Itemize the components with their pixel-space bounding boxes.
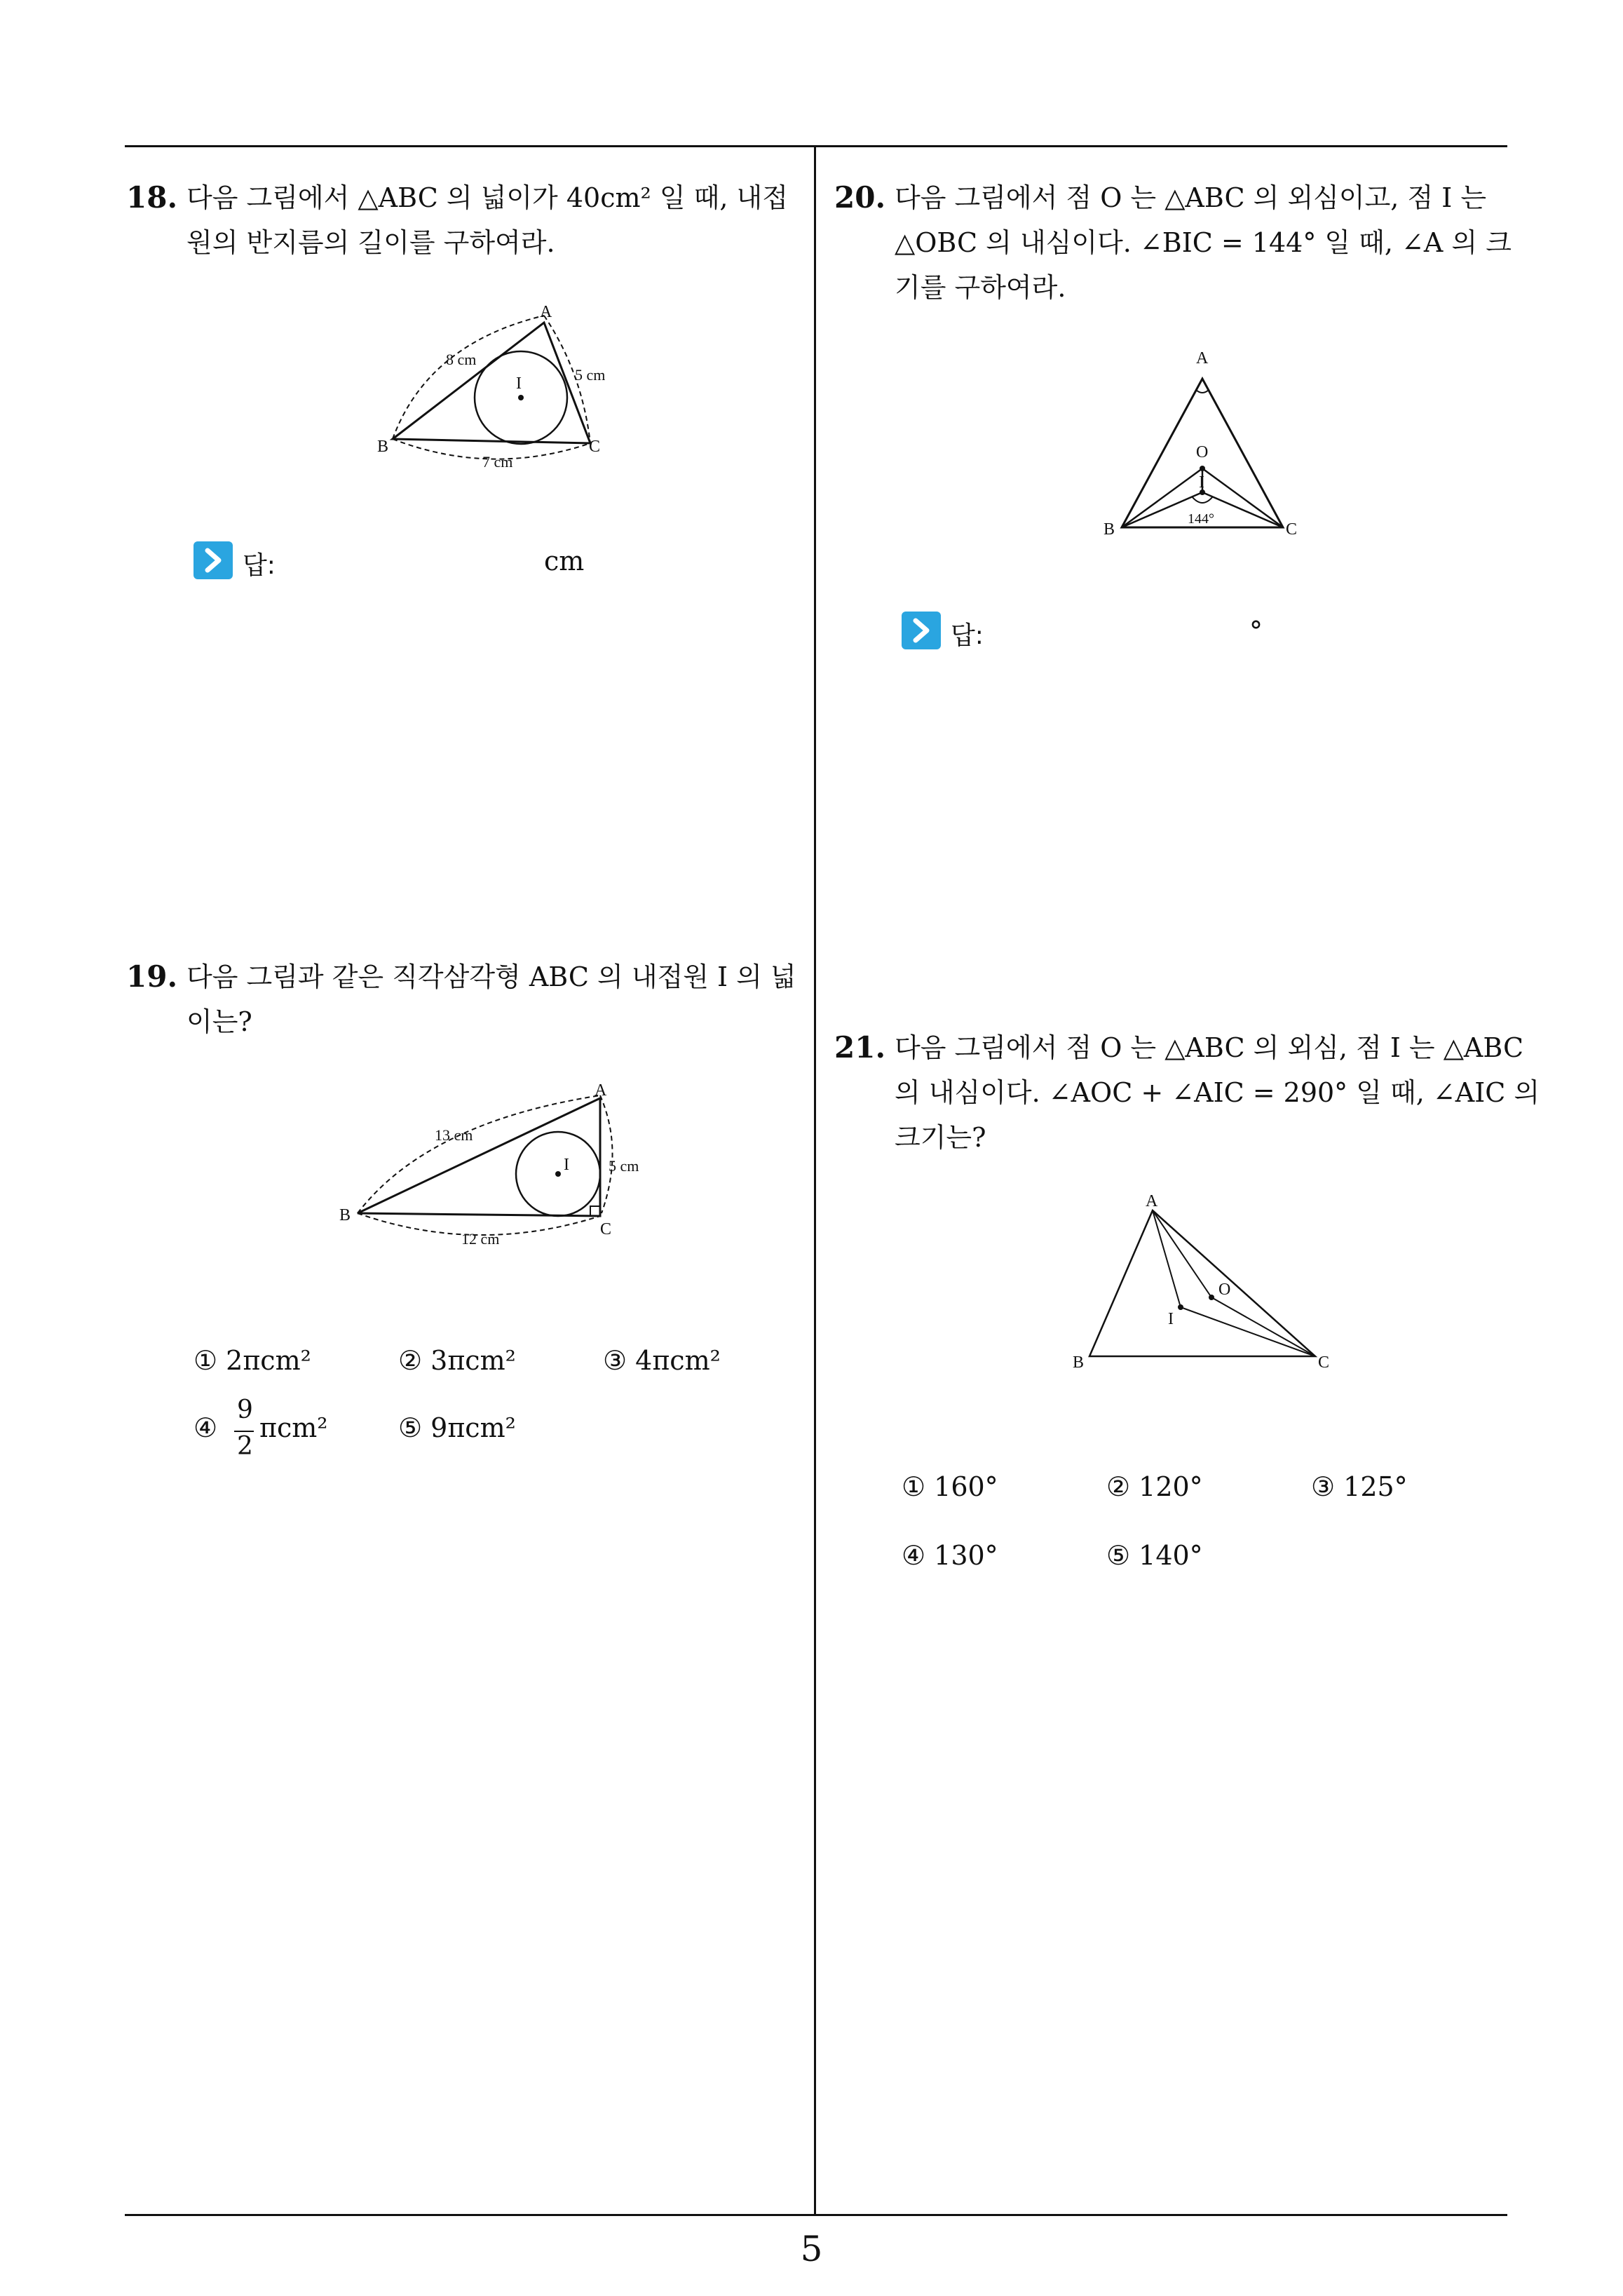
question-text-line-1: 다음 그림에서 △ABC 의 넓이가 40cm² 일 때, 내접 <box>186 182 788 213</box>
question-text-line-2: 원의 반지름의 길이를 구하여라. <box>186 227 555 258</box>
vertex-label-b: B <box>339 1206 351 1224</box>
choice-4-rest: πcm² <box>259 1412 328 1443</box>
figure-q19-right-triangle <box>337 1080 659 1255</box>
vertex-label-c: C <box>1318 1353 1330 1372</box>
point-label-o: O <box>1196 443 1209 461</box>
question-text-line-1: 다음 그림에서 점 O 는 △ABC 의 외심, 점 I 는 △ABC <box>895 1032 1524 1063</box>
choice-1[interactable]: ① 2πcm² <box>193 1345 311 1376</box>
question-number: 20. <box>834 180 886 215</box>
answer-q18 <box>193 541 614 581</box>
point-label-i: I <box>1199 473 1204 492</box>
choice-5[interactable]: ⑤ 9πcm² <box>398 1412 516 1443</box>
question-20 <box>834 175 1521 316</box>
choice-5[interactable]: ⑤ 140° <box>1106 1540 1203 1571</box>
side-label-bc: 12 cm <box>461 1230 500 1248</box>
vertex-label-b: B <box>1073 1353 1085 1372</box>
vertex-label-a: A <box>1196 349 1209 367</box>
question-19 <box>126 954 806 1053</box>
vertex-label-c: C <box>589 438 601 456</box>
side-label-ac: 5 cm <box>575 366 606 384</box>
question-21 <box>834 1025 1540 1166</box>
answer-q20 <box>902 612 1322 651</box>
choice-3[interactable]: ③ 125° <box>1311 1471 1408 1502</box>
question-text-line-1: 다음 그림에서 점 O 는 △ABC 의 외심이고, 점 I 는 <box>895 182 1487 213</box>
question-number: 18. <box>126 180 178 215</box>
figure-q21-triangle <box>1066 1192 1346 1382</box>
center-label-i: I <box>516 374 522 393</box>
vertex-label-b: B <box>377 438 389 456</box>
vertex-label-c: C <box>600 1220 612 1238</box>
figure-q20-triangle <box>1094 344 1318 547</box>
side-label-ab: 13 cm <box>435 1126 473 1144</box>
answer-arrow-icon <box>193 541 233 579</box>
question-number: 21. <box>834 1030 886 1065</box>
vertex-label-a: A <box>540 303 552 321</box>
answer-arrow-icon <box>902 612 941 649</box>
vertex-label-c: C <box>1286 520 1298 539</box>
question-text-line-2: 의 내심이다. ∠AOC + ∠AIC = 290° 일 때, ∠AIC 의 <box>895 1077 1540 1108</box>
top-rule <box>125 145 1507 147</box>
side-label-ac: 5 cm <box>609 1157 639 1175</box>
side-label-bc: 7 cm <box>482 453 513 471</box>
choice-4[interactable]: ④ 130° <box>902 1540 998 1571</box>
answer-unit: cm <box>544 546 585 576</box>
vertex-label-a: A <box>1146 1192 1158 1210</box>
question-text-line-2: 이는? <box>186 1006 252 1037</box>
angle-label-bic: 144° <box>1188 511 1214 527</box>
column-divider <box>814 145 816 2216</box>
choice-2[interactable]: ② 3πcm² <box>398 1345 516 1376</box>
question-text-line-2: △OBC 의 내심이다. ∠BIC = 144° 일 때, ∠A 의 크 <box>895 227 1512 258</box>
choice-1[interactable]: ① 160° <box>902 1471 998 1502</box>
answer-unit: ° <box>1249 616 1263 647</box>
page-number: 5 <box>800 2229 823 2269</box>
side-label-ab: 8 cm <box>446 351 477 368</box>
question-text-line-3: 기를 구하여라. <box>895 272 1066 303</box>
bottom-rule <box>125 2214 1507 2216</box>
point-label-o: O <box>1218 1281 1231 1299</box>
question-18 <box>126 175 806 274</box>
choice-3[interactable]: ③ 4πcm² <box>603 1345 721 1376</box>
fraction-denominator: 2 <box>237 1432 253 1461</box>
answer-label: 답: <box>243 551 276 580</box>
choice-4[interactable] <box>193 1396 348 1466</box>
point-label-i: I <box>1168 1310 1174 1328</box>
choice-2[interactable]: ② 120° <box>1106 1471 1203 1502</box>
answer-label: 답: <box>951 621 984 650</box>
vertex-label-b: B <box>1103 520 1115 539</box>
question-number: 19. <box>126 959 178 994</box>
fraction-numerator: 9 <box>237 1396 253 1424</box>
center-label-i: I <box>564 1156 569 1174</box>
question-text-line-1: 다음 그림과 같은 직각삼각형 ABC 의 내접원 I 의 넓 <box>186 961 796 992</box>
choice-4-mark: ④ <box>193 1412 218 1443</box>
vertex-label-a: A <box>595 1081 607 1100</box>
question-text-line-3: 크기는? <box>895 1122 986 1153</box>
figure-q18-triangle <box>372 302 624 477</box>
